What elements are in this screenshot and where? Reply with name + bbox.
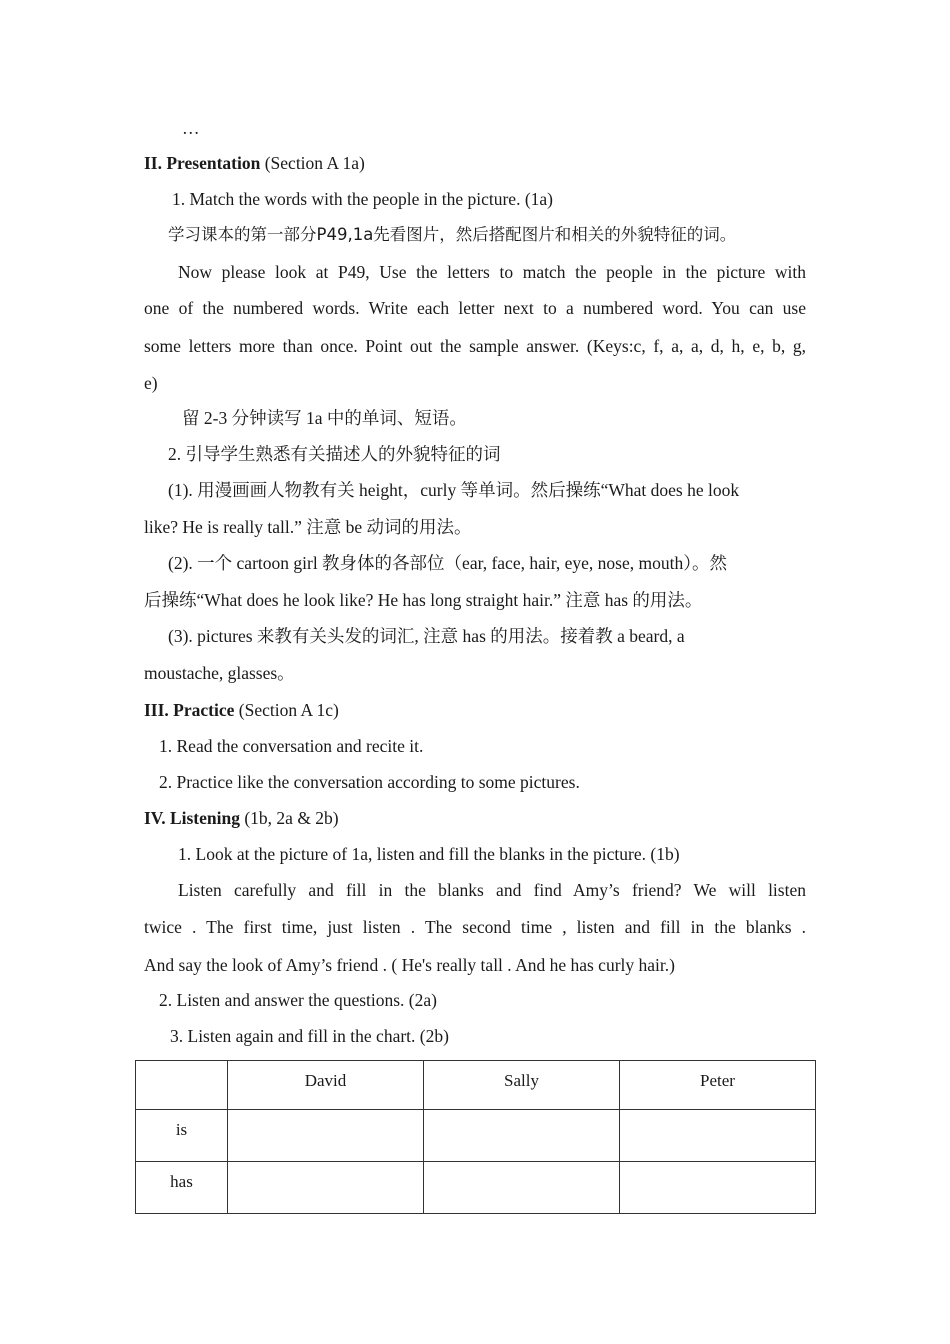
chart-header-cell — [136, 1061, 228, 1110]
chart-blank-cell[interactable] — [228, 1110, 424, 1162]
chart-header-cell: David — [228, 1061, 424, 1110]
presentation-item-2: 2. 引导学生熟悉有关描述人的外貌特征的词 — [168, 444, 501, 464]
listening-para-line-1: Listen carefully and fill in the blanks and find Amy’s friend? We will listen — [178, 880, 806, 900]
chart-header-cell: Sally — [424, 1061, 620, 1110]
presentation-sub-2-line-1: (2). 一个 cartoon girl 教身体的各部位（ear, face, hair, eye, nose, mouth）。然 — [168, 553, 727, 573]
listening-item-2: 2. Listen and answer the questions. (2a) — [159, 990, 437, 1010]
presentation-cn-note: 学习课本的第一部分P49,1a先看图片，然后搭配图片和相关的外貌特征的词。 — [168, 225, 737, 244]
listening-para-line-2: twice . The first time, just listen . The second time , listen and fill in the blanks . — [144, 917, 806, 937]
chart-blank-cell[interactable] — [424, 1110, 620, 1162]
section-subtitle: (Section A 1c) — [234, 700, 339, 720]
section-title: IV. Listening — [144, 808, 240, 828]
presentation-sub-3-line-1: (3). pictures 来教有关头发的词汇, 注意 has 的用法。接着教 a beard, a — [168, 626, 685, 646]
presentation-para-line-4: e) — [144, 373, 158, 393]
presentation-sub-3-line-2: moustache, glasses。 — [144, 663, 295, 683]
fill-in-chart — [135, 1060, 816, 1214]
chart-header-cell: Peter — [620, 1061, 816, 1110]
presentation-cn-reading: 留 2-3 分钟读写 1a 中的单词、短语。 — [182, 408, 467, 428]
section-subtitle: (1b, 2a & 2b) — [239, 808, 339, 828]
chart-row-label: is — [136, 1110, 228, 1162]
practice-item-2: 2. Practice like the conversation according to some pictures. — [159, 772, 580, 792]
presentation-item-1: 1. Match the words with the people in the picture. (1a) — [172, 189, 554, 209]
chart-blank-cell[interactable] — [424, 1162, 620, 1214]
section-heading-presentation — [144, 155, 365, 173]
ellipsis: … — [182, 118, 200, 138]
chart-blank-cell[interactable] — [620, 1162, 816, 1214]
listening-item-3: 3. Listen again and fill in the chart. (2b) — [170, 1026, 449, 1046]
presentation-sub-2-line-2: 后操练“What does he look like? He has long straight hair.” 注意 has 的用法。 — [144, 590, 703, 610]
section-heading-listening — [144, 810, 339, 828]
presentation-sub-1-line-2: like? He is really tall.” 注意 be 动词的用法。 — [144, 517, 472, 537]
chart-blank-cell[interactable] — [620, 1110, 816, 1162]
section-heading-practice — [144, 702, 339, 720]
chart-row-label: has — [136, 1162, 228, 1214]
presentation-para-line-2: one of the numbered words. Write each letter next to a numbered word. You can use — [144, 298, 806, 318]
listening-item-1: 1. Look at the picture of 1a, listen and fill the blanks in the picture. (1b) — [178, 844, 680, 864]
listening-para-line-3: And say the look of Amy’s friend . ( He's really tall . And he has curly hair.) — [144, 955, 675, 975]
chart-row — [136, 1162, 816, 1214]
presentation-para-line-3: some letters more than once. Point out the sample answer. (Keys:c, f, a, a, d, h, e, b, g, — [144, 336, 806, 356]
chart-header-row — [136, 1061, 816, 1110]
chart-row — [136, 1110, 816, 1162]
presentation-para-line-1: Now please look at P49, Use the letters to match the people in the picture with — [178, 262, 806, 282]
section-subtitle: (Section A 1a) — [260, 153, 365, 173]
chart-blank-cell[interactable] — [228, 1162, 424, 1214]
practice-item-1: 1. Read the conversation and recite it. — [159, 736, 424, 756]
presentation-sub-1-line-1: (1). 用漫画画人物教有关 height，curly 等单词。然后操练“What does he look — [168, 480, 740, 500]
section-title: III. Practice — [144, 700, 235, 720]
section-title: II. Presentation — [144, 153, 261, 173]
